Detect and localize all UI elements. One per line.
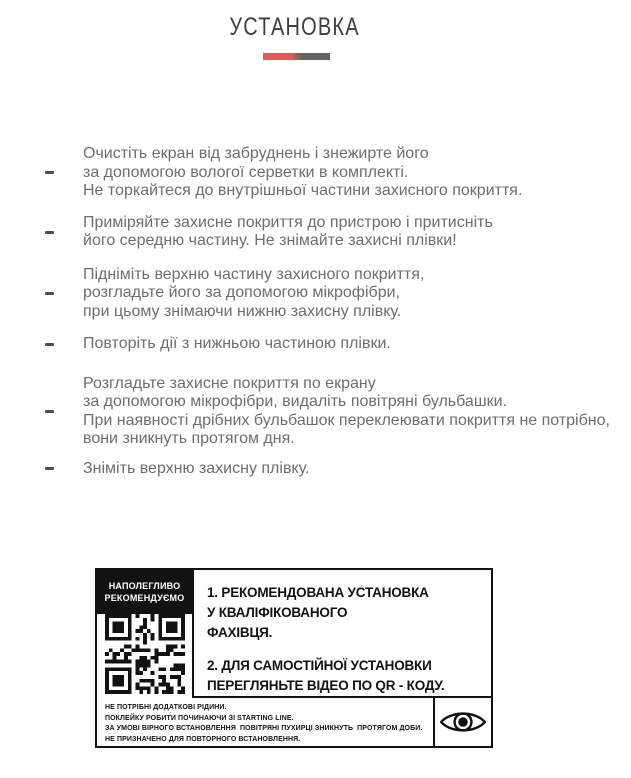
recommendation-item-1: 1. РЕКОМЕНДОВАНА УСТАНОВКА У КВАЛІФІКОВАНОГО ФАХІВЦЯ.	[207, 585, 429, 640]
recommendation-box-bottom	[97, 698, 491, 746]
dash-bullet-icon	[45, 231, 54, 234]
usage-notes: НЕ ПОТРІБНІ ДОДАТКОВІ РІДИНИ. ПОКЛЕЙКУ РОБИТИ ПОЧИНАЮЧИ ЗІ STARTING LINE. ЗА УМОВІ ВІРНОГО ВСТАНОВЛЕННЯ ПОВІТРЯНІ ПУХИРЦІ ЗНИКНУТЬ ПРОТЯГОМ ДОБИ. НЕ ПРИЗНАЧЕНО ДЛЯ ПОВТОРНОГО ВСТАНОВЛЕННЯ.	[97, 698, 435, 746]
eye-icon	[435, 698, 491, 746]
dash-bullet-icon	[45, 343, 54, 346]
instruction-item	[45, 266, 623, 322]
qr-panel	[97, 570, 194, 696]
dash-bullet-icon	[45, 410, 54, 413]
strongly-recommend-label: НАПОЛЕГЛИВО РЕКОМЕНДУЄМО	[97, 570, 192, 614]
page-title: УСТАНОВКА	[229, 13, 361, 41]
instruction-list	[45, 145, 623, 478]
instruction-item	[45, 375, 623, 449]
instruction-item	[45, 335, 623, 354]
recommendation-text	[194, 570, 491, 696]
instruction-text: Підніміть верхню частину захисного покриття, розгладьте його за допомогою мікрофібри, при цьому знімаючи нижню захисну плівку.	[83, 265, 425, 320]
instruction-text: Очистіть екран від забруднень і знежирте його за допомогою вологої серветки в комплекті. Не торкайтеся до внутрішньої частини захисного покриття.	[83, 145, 523, 199]
dash-bullet-icon	[45, 467, 54, 470]
qr-code	[105, 614, 185, 699]
recommendation-box-top	[97, 570, 491, 698]
instruction-text: Повторіть дії з нижньою частиною плівки.	[83, 335, 391, 352]
instruction-text: Приміряйте захисне покриття до пристрою і притисніть його середню частину. Не знімайте захисні плівки!	[83, 213, 493, 249]
instruction-text: Зніміть верхню захисну плівку.	[83, 459, 310, 477]
dash-bullet-icon	[45, 292, 54, 295]
page-header	[0, 13, 590, 42]
instruction-item	[45, 460, 623, 479]
instruction-item	[45, 214, 623, 251]
instruction-text: Розгладьте захисне покриття по екрану за допомогою мікрофібри, видаліть повітряні бульбашки. При наявності дрібних бульбашок переклеювати покриття не потрібно, вони зникнуть протягом дня.	[83, 374, 610, 447]
recommendation-box	[95, 568, 493, 748]
title-divider	[263, 53, 330, 60]
recommendation-item-2: 2. ДЛЯ САМОСТІЙНОЇ УСТАНОВКИ ПЕРЕГЛЯНЬТЕ ВІДЕО ПО QR - КОДУ.	[207, 658, 445, 693]
dash-bullet-icon	[45, 171, 54, 174]
instruction-item	[45, 145, 623, 201]
